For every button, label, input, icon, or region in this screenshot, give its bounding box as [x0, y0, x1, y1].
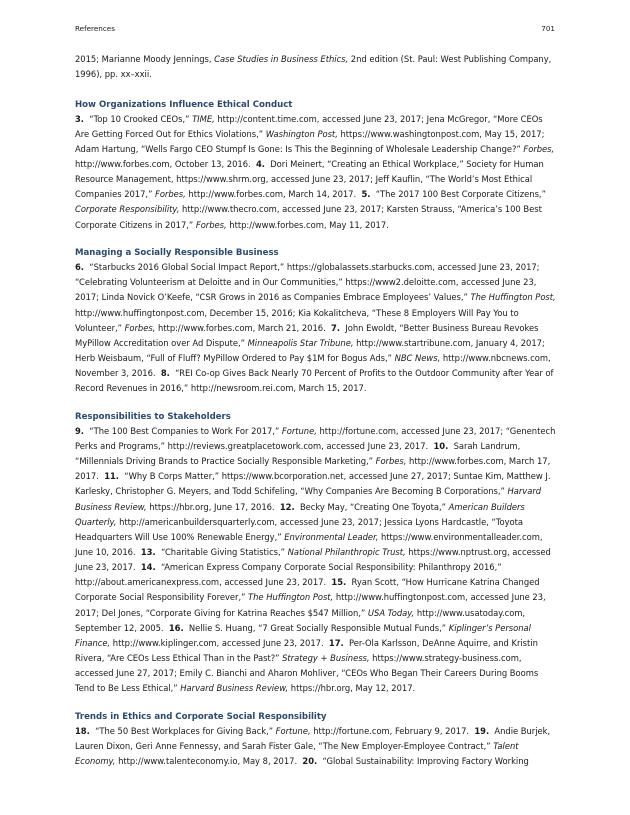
citation-text: “American Express Company Corporate Social Responsibility: Philanthropy 2016,” http://about.americanexpress.com, accessed June 23, 2017. — [75, 562, 502, 588]
citation-text: http://www.huffingtonpost.com, accessed June 23, 2017; Del Jones, “Corporate Giving for Katrina Reaches $547 Million,” — [75, 592, 546, 618]
citation-text: http://www.forbes.com, May 11, 2017. — [226, 219, 389, 230]
citation-text: http://fortune.com, February 9, 2017. — [310, 725, 470, 736]
publication-title: Kiplinger’s Personal Finance, — [75, 622, 531, 648]
reference-number: 14. — [140, 562, 156, 573]
citation-text: Becky May, “Creating One Toyota,” — [299, 501, 449, 512]
reference-number: 5. — [361, 189, 371, 200]
publication-title: The Huffington Post, — [470, 292, 556, 303]
reference-number: 9. — [75, 425, 84, 436]
citation-text: Nellie S. Huang, “7 Great Socially Responsible Mutual Funds,” — [188, 622, 449, 633]
reference-number: 3. — [75, 113, 84, 124]
reference-number: 19. — [474, 725, 490, 736]
citation-text: “The 100 Best Companies to Work For 2017,” — [89, 425, 282, 436]
citation-text: “Top 10 Crooked CEOs,” — [89, 113, 193, 124]
publication-title: Forbes, — [523, 143, 555, 154]
reference-number: 20. — [302, 756, 318, 767]
publication-title: Talent Economy, — [75, 741, 519, 767]
publication-title: Strategy + Business, — [282, 653, 370, 664]
citation-text: Per-Ola Karlsson, DeAnne Aquirre, and Kristin Rivera, “Are CEOs Less Ethical Than in the Past?” — [75, 637, 538, 664]
reference-number: 7. — [331, 322, 340, 333]
publication-title: Case Studies in Business Ethics, — [214, 54, 349, 64]
reference-number: 12. — [279, 501, 295, 512]
reference-entry — [302, 756, 528, 766]
publication-title: Minneapolis Star Tribune, — [247, 337, 354, 348]
section-heading: Responsibilities to Stakeholders — [75, 411, 231, 422]
citation-text: Andie Burjek, Lauren Dixon, Geri Anne Fennessy, and Sarah Fister Gale, “The New Employer-Employee Contract,” — [75, 725, 551, 752]
publication-title: Harvard Business Review, — [75, 486, 542, 512]
publication-title: Fortune, — [275, 725, 311, 736]
citation-text: “The 50 Best Workplaces for Giving Back,” — [95, 725, 276, 736]
reference-number: 13. — [140, 547, 156, 557]
section-references — [75, 260, 557, 396]
section-references — [75, 424, 557, 697]
reference-number: 18. — [75, 725, 90, 736]
citation-text: http://www.huffingtonpost.com, December 15, 2016; Kia Kokalitcheva, “These 8 Employers Will Pay You to Volunteer,” — [75, 307, 519, 333]
citation-text: “Starbucks 2016 Global Social Impact Report,” https://globalassets.starbucks.com, accessed June 23, 2017; “Celebrating Volunteerism at Deloitte and in Our Communities,” https://www2.deloitte.com, accessed June 23, 2017; Linda Novick O’Keefe, “CSR Grows in 2016 as Companies Embrace Employees’ Values,” — [75, 262, 540, 303]
citation-text: http://www.talenteconomy.io, May 8, 2017. — [115, 756, 298, 767]
citation-text: https://hbr.org, June 17, 2016. — [146, 501, 275, 512]
citation-text: http://www.forbes.com, March 17, 2017. — [75, 456, 551, 482]
citation-text: John Ewoldt, “Better Business Bureau Revokes MyPillow Accreditation over Ad Dispute,” — [75, 322, 539, 348]
citation-text: http://www.nbcnews.com, November 3, 2016. — [75, 352, 551, 379]
reference-number: 17. — [328, 637, 344, 648]
citation-text: https://www.nptrust.org, accessed June 23, 2017. — [75, 547, 551, 573]
reference-number: 16. — [168, 622, 184, 633]
reference-number: 6. — [75, 262, 84, 273]
citation-text: Ryan Scott, “How Hurricane Katrina Changed Corporate Social Responsibility Forever,” — [75, 577, 540, 603]
running-header — [75, 24, 555, 36]
publication-title: USA Today, — [367, 607, 415, 618]
citation-text: http://content.time.com, accessed June 23, 2017; Jena McGregor, “More CEOs Are Getting Forced Out for Ethics Violations,” — [75, 113, 543, 139]
section-heading: Trends in Ethics and Corporate Social Responsibility — [75, 711, 327, 722]
publication-title: Forbes, — [124, 322, 156, 333]
publication-title: Harvard Business Review, — [180, 683, 289, 694]
citation-text: “REI Co-op Gives Back Nearly 70 Percent of Profits to the Outdoor Community after Year of Record Revenues in 2016,” http://newsroom.rei.com, March 15, 2017. — [75, 368, 554, 394]
citation-text: “Global Sustainability: Improving Factory Working — [322, 756, 529, 767]
publication-title: Washington Post, — [265, 128, 338, 139]
intro-paragraph — [75, 52, 557, 82]
citation-text: http://www.forbes.com, March 14, 2017. — [185, 189, 357, 200]
publication-title: Corporate Responsibility, — [75, 204, 180, 215]
citation-text: http://www.kiplinger.com, accessed June 23, 2017. — [110, 637, 324, 648]
reference-number: 11. — [104, 471, 119, 482]
citation-text: “Why B Corps Matter,” https://www.bcorporation.net, accessed June 27, 2017; Suntae Kim, Matthew J. Karlesky, Christopher G. Meyers, and Todd Schifeling, “Why Companies Are Becoming B Corporations,” — [75, 471, 551, 497]
citation-text: http://www.thecro.com, accessed June 23, 2017; Karsten Strauss, “America’s 100 Best Corporate Citizens in 2017,” — [75, 204, 542, 230]
citation-text: “Charitable Giving Statistics,” — [160, 547, 288, 557]
header-title: References — [75, 24, 115, 33]
reference-number: 8. — [160, 368, 170, 379]
citation-text: http://www.startribune.com, January 4, 2017; Herb Weisbaum, “Full of Fluff? MyPillow Ordered to Pay $1M for Bogus Ads,” — [75, 337, 545, 363]
section-heading: How Organizations Influence Ethical Conduct — [75, 99, 293, 110]
publication-title: Environmental Leader, — [284, 531, 379, 542]
citation-text: Sarah Landrum, “Millennials Driving Brands to Practice Socially Responsible Marketing,” — [75, 440, 521, 467]
publication-title: Fortune, — [281, 425, 317, 436]
reference-number: 4. — [255, 158, 265, 169]
citation-text: https://hbr.org, May 12, 2017. — [288, 683, 416, 694]
publication-title: NBC News, — [394, 352, 441, 363]
citation-text: 2015; Marianne Moody Jennings, — [75, 54, 215, 64]
citation-text: https://www.washingtonpost.com, May 15, 2017; Adam Hartung, “Wells Fargo CEO Stumpf Is Gone: Is This the Beginning of Wholesale Leadership Change?” — [75, 128, 545, 154]
page-number: 701 — [541, 24, 555, 33]
citation-text: http://www.forbes.com, October 13, 2016. — [75, 158, 251, 169]
citation-text: http://fortune.com, accessed June 23, 2017; “Genentech Perks and Programs,” http://reviews.greatplacetowork.com, accessed June 23, 2017. — [75, 425, 556, 451]
citation-text: http://americanbuildersquarterly.com, accessed June 23, 2017; Jessica Lyons Hardcastle, “Toyota Headquarters Will Use 100% Renewable Energy,” — [75, 516, 523, 542]
publication-title: Forbes, — [155, 189, 186, 200]
citation-text: https://www.strategy-business.com, accessed June 27, 2017; Emily C. Bianchi and Aharon Mohliver, “CEOs Who Began Their Careers During Booms Tend to Be Less Ethical,” — [75, 653, 539, 694]
citation-text: “The 2017 100 Best Corporate Citizens,” — [375, 189, 546, 200]
publication-title: TIME, — [192, 113, 215, 124]
reference-number: 15. — [331, 577, 347, 588]
section-heading: Managing a Socially Responsible Business — [75, 248, 279, 259]
citation-text: https://www.environmentalleader.com, June 10, 2016. — [75, 531, 543, 557]
publication-title: Forbes, — [195, 219, 227, 230]
reference-number: 10. — [433, 440, 449, 451]
reference-sections — [75, 98, 557, 770]
citation-text: Dori Meinert, “Creating an Ethical Workplace,” Society for Human Resource Management, https://www.shrm.org, accessed June 23, 2017; Jeff Kauflin, “The World’s Most Ethical Companies 2017,” — [75, 158, 544, 200]
citation-text: 2nd edition (St. Paul: West Publishing Company, 1996), pp. xx–xxii. — [75, 54, 552, 80]
citation-text: http://www.forbes.com, March 21, 2016. — [155, 322, 326, 333]
publication-title: American Builders Quarterly, — [75, 501, 525, 527]
section-references — [75, 724, 557, 769]
publication-title: National Philanthropic Trust, — [287, 547, 406, 557]
section-references — [75, 112, 557, 233]
publication-title: Forbes, — [375, 456, 407, 467]
publication-title: The Huffington Post, — [248, 592, 334, 603]
citation-text: http://www.usatoday.com, September 12, 2005. — [75, 607, 526, 633]
references-content — [75, 52, 557, 783]
reference-entry — [75, 726, 469, 736]
